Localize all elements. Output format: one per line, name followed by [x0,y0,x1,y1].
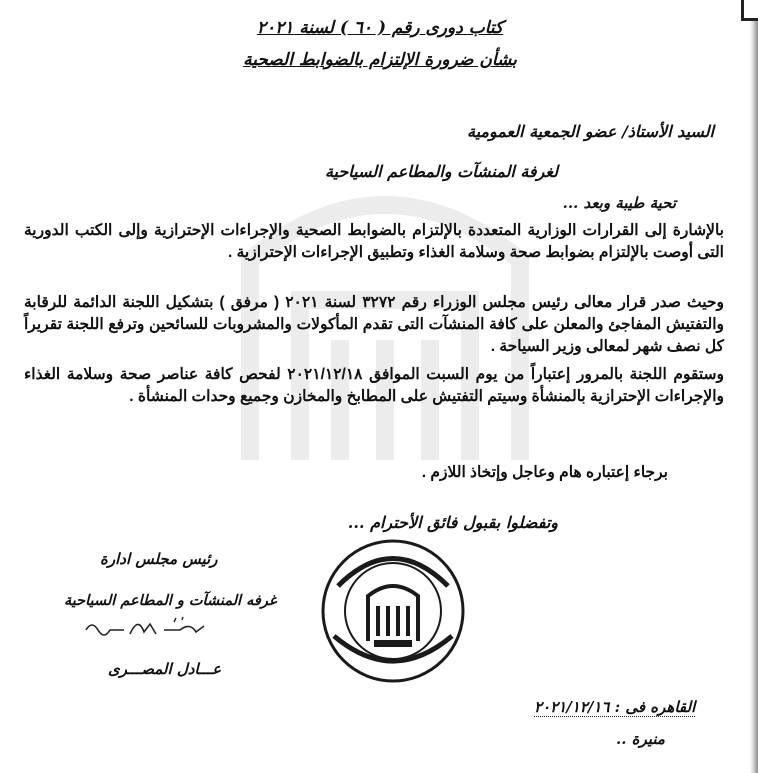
greeting: تحية طيبة وبعد ... [562,194,676,212]
signatory-name: عـــادل المصـــرى [108,660,222,678]
addressee-line-2: لغرفة المنشآت والمطاعم السياحية [324,162,558,181]
document-title: كتاب دورى رقم ( ٦٠ ) لسنة ٢٠٢١ [256,18,504,38]
body-paragraph-3: وستقوم اللجنة بالمرور إعتباراً من يوم السبت الموافق ٢٠٢١/١٢/١٨ لفحص كافة عناصر صحة وسلامة الغذاء والإجراءات الإحترازية بالمنشأة وسيتم التفتيش على المطابخ والمخازن وجميع وحدات المنشأة . [24,366,724,405]
body-paragraph-2: وحيث صدر قرار معالى رئيس مجلس الوزراء رقم ٣٢٧٢ لسنة ٢٠٢١ ( مرفق ) بتشكيل اللجنة الدائمة للرقابة والتفتيش المفاجئ والمعلن على كافة المنشآت التى تقدم المأكولات والمشروبات للسائحين وترفع اللجنة تقريراً كل نصف شهر لمعالى وزير السياحة . [24,294,724,355]
document-subject: بشأن ضرورة الإلتزام بالضوابط الصحية [243,50,517,70]
document-date: القاهره فى : ٢٠٢١/١٢/١٦ [534,698,696,716]
corner-mark [741,0,758,21]
official-stamp [318,536,468,686]
closing-line: وتفضلوا بقبول فائق الأحترام ... [347,513,558,532]
signatory-organization: غرفه المنشآت و المطاعم السياحية [64,592,277,609]
signatory-title: رئيس مجلس ادارة [100,550,218,568]
body-paragraph-1: بالإشارة إلى القرارات الوزارية المتعددة بالإلتزام بالضوابط الصحية والإجراءات الإحترازية وإلى الكتب الدورية التى أوصت بالإلتزام بضوابط صحة وسلامة الغذاء وتطبيق الإجراءات الإحترازية . [24,222,724,261]
scan-edge-shadow [750,0,758,773]
typist-initials: منيرة .. [616,730,665,748]
addressee-line-1: السيد الأستاذ/ عضو الجمعية العمومية [467,122,714,141]
handwritten-signature [80,612,210,642]
body-paragraph-4: برجاء إعتباره هام وعاجل وإتخاذ اللازم . [421,464,668,481]
